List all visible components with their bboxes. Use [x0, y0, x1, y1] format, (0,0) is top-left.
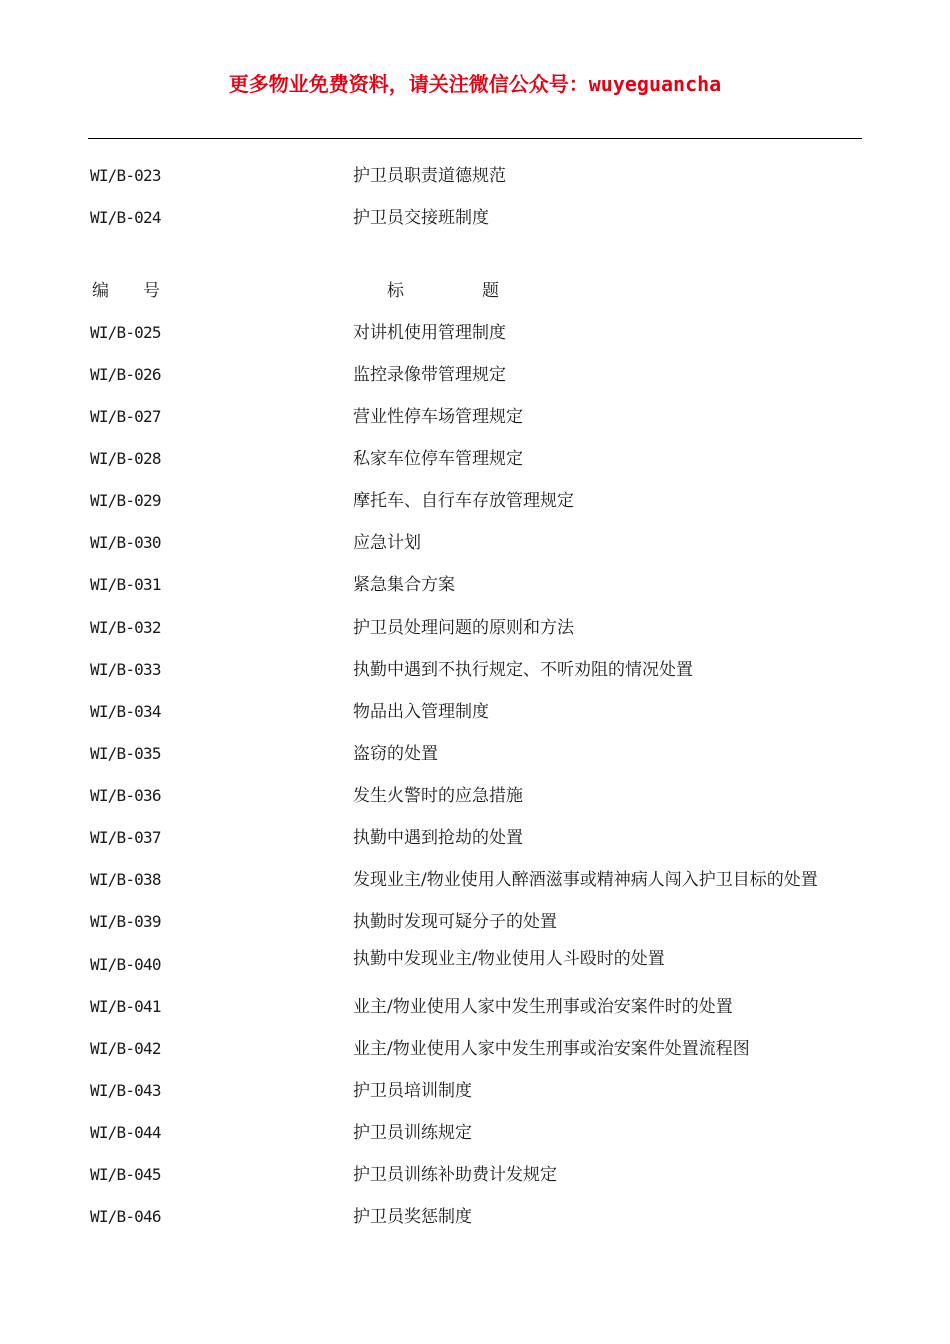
doc-code: WI/B-036	[90, 786, 161, 805]
doc-code: WI/B-040	[90, 955, 161, 974]
doc-code: WI/B-031	[90, 575, 161, 594]
doc-title: 业主/物业使用人家中发生刑事或治安案件时的处置	[353, 997, 733, 1017]
table-row	[90, 447, 870, 471]
header-divider	[88, 138, 862, 139]
doc-code: WI/B-026	[90, 365, 161, 384]
doc-code: WI/B-025	[90, 323, 161, 342]
table-row	[90, 868, 870, 892]
doc-code: WI/B-041	[90, 997, 161, 1016]
doc-title: 私家车位停车管理规定	[353, 449, 523, 469]
table-row	[90, 995, 870, 1019]
doc-title: 执勤中发现业主/物业使用人斗殴时的处置	[353, 949, 665, 969]
doc-code: WI/B-039	[90, 912, 161, 931]
doc-title: 护卫员训练规定	[353, 1123, 472, 1143]
doc-code: WI/B-027	[90, 407, 161, 426]
doc-title: 护卫员奖惩制度	[353, 1207, 472, 1227]
doc-code: WI/B-045	[90, 1165, 161, 1184]
doc-title: 盗窃的处置	[353, 744, 438, 764]
doc-title: 护卫员培训制度	[353, 1081, 472, 1101]
doc-title: 紧急集合方案	[353, 575, 455, 595]
table-row	[90, 742, 870, 766]
table-header	[90, 279, 870, 303]
table-row	[90, 1037, 870, 1061]
doc-code: WI/B-024	[90, 208, 161, 227]
doc-code: WI/B-028	[90, 449, 161, 468]
table-row	[90, 363, 870, 387]
table-row	[90, 784, 870, 808]
table-row	[90, 1121, 870, 1145]
doc-code: WI/B-023	[90, 166, 161, 185]
table-row	[90, 489, 870, 513]
doc-code: WI/B-032	[90, 618, 161, 637]
doc-title: 护卫员处理问题的原则和方法	[353, 618, 574, 638]
doc-code: WI/B-043	[90, 1081, 161, 1100]
doc-code: WI/B-046	[90, 1207, 161, 1226]
doc-code: WI/B-033	[90, 660, 161, 679]
table-row	[90, 949, 870, 977]
doc-code: WI/B-034	[90, 702, 161, 721]
table-row	[90, 573, 870, 597]
doc-code: WI/B-042	[90, 1039, 161, 1058]
table-row	[90, 1079, 870, 1103]
table-row	[90, 405, 870, 429]
table-row	[90, 1163, 870, 1187]
doc-title: 护卫员职责道德规范	[353, 166, 506, 186]
doc-code: WI/B-044	[90, 1123, 161, 1142]
doc-code: WI/B-037	[90, 828, 161, 847]
doc-title: 物品出入管理制度	[353, 702, 489, 722]
doc-title: 执勤中遇到抢劫的处置	[353, 828, 523, 848]
doc-code: WI/B-029	[90, 491, 161, 510]
doc-code: WI/B-030	[90, 533, 161, 552]
table-row	[90, 910, 870, 934]
table-row	[90, 164, 870, 188]
doc-title: 营业性停车场管理规定	[353, 407, 523, 427]
doc-title: 业主/物业使用人家中发生刑事或治安案件处置流程图	[353, 1039, 750, 1059]
table-row	[90, 700, 870, 724]
doc-title: 监控录像带管理规定	[353, 365, 506, 385]
doc-title: 护卫员训练补助费计发规定	[353, 1165, 557, 1185]
table-row	[90, 321, 870, 345]
table-row	[90, 658, 870, 682]
doc-title: 对讲机使用管理制度	[353, 323, 506, 343]
doc-title: 执勤时发现可疑分子的处置	[353, 912, 557, 932]
banner-notice: 更多物业免费资料，请关注微信公众号：wuyeguancha	[228, 72, 722, 96]
table-row	[90, 1205, 870, 1229]
doc-title: 应急计划	[353, 533, 421, 553]
doc-title: 执勤中遇到不执行规定、不听劝阻的情况处置	[353, 660, 693, 680]
doc-title: 护卫员交接班制度	[353, 208, 489, 228]
doc-code: WI/B-035	[90, 744, 161, 763]
table-row	[90, 531, 870, 555]
doc-title: 发生火警时的应急措施	[353, 786, 523, 806]
doc-title: 摩托车、自行车存放管理规定	[353, 491, 574, 511]
table-row	[90, 616, 870, 640]
doc-title: 发现业主/物业使用人醉酒滋事或精神病人闯入护卫目标的处置	[353, 870, 818, 890]
header-code: 编号	[92, 281, 194, 301]
header-title: 标题	[387, 281, 577, 301]
table-row	[90, 206, 870, 230]
doc-code: WI/B-038	[90, 870, 161, 889]
table-row	[90, 826, 870, 850]
